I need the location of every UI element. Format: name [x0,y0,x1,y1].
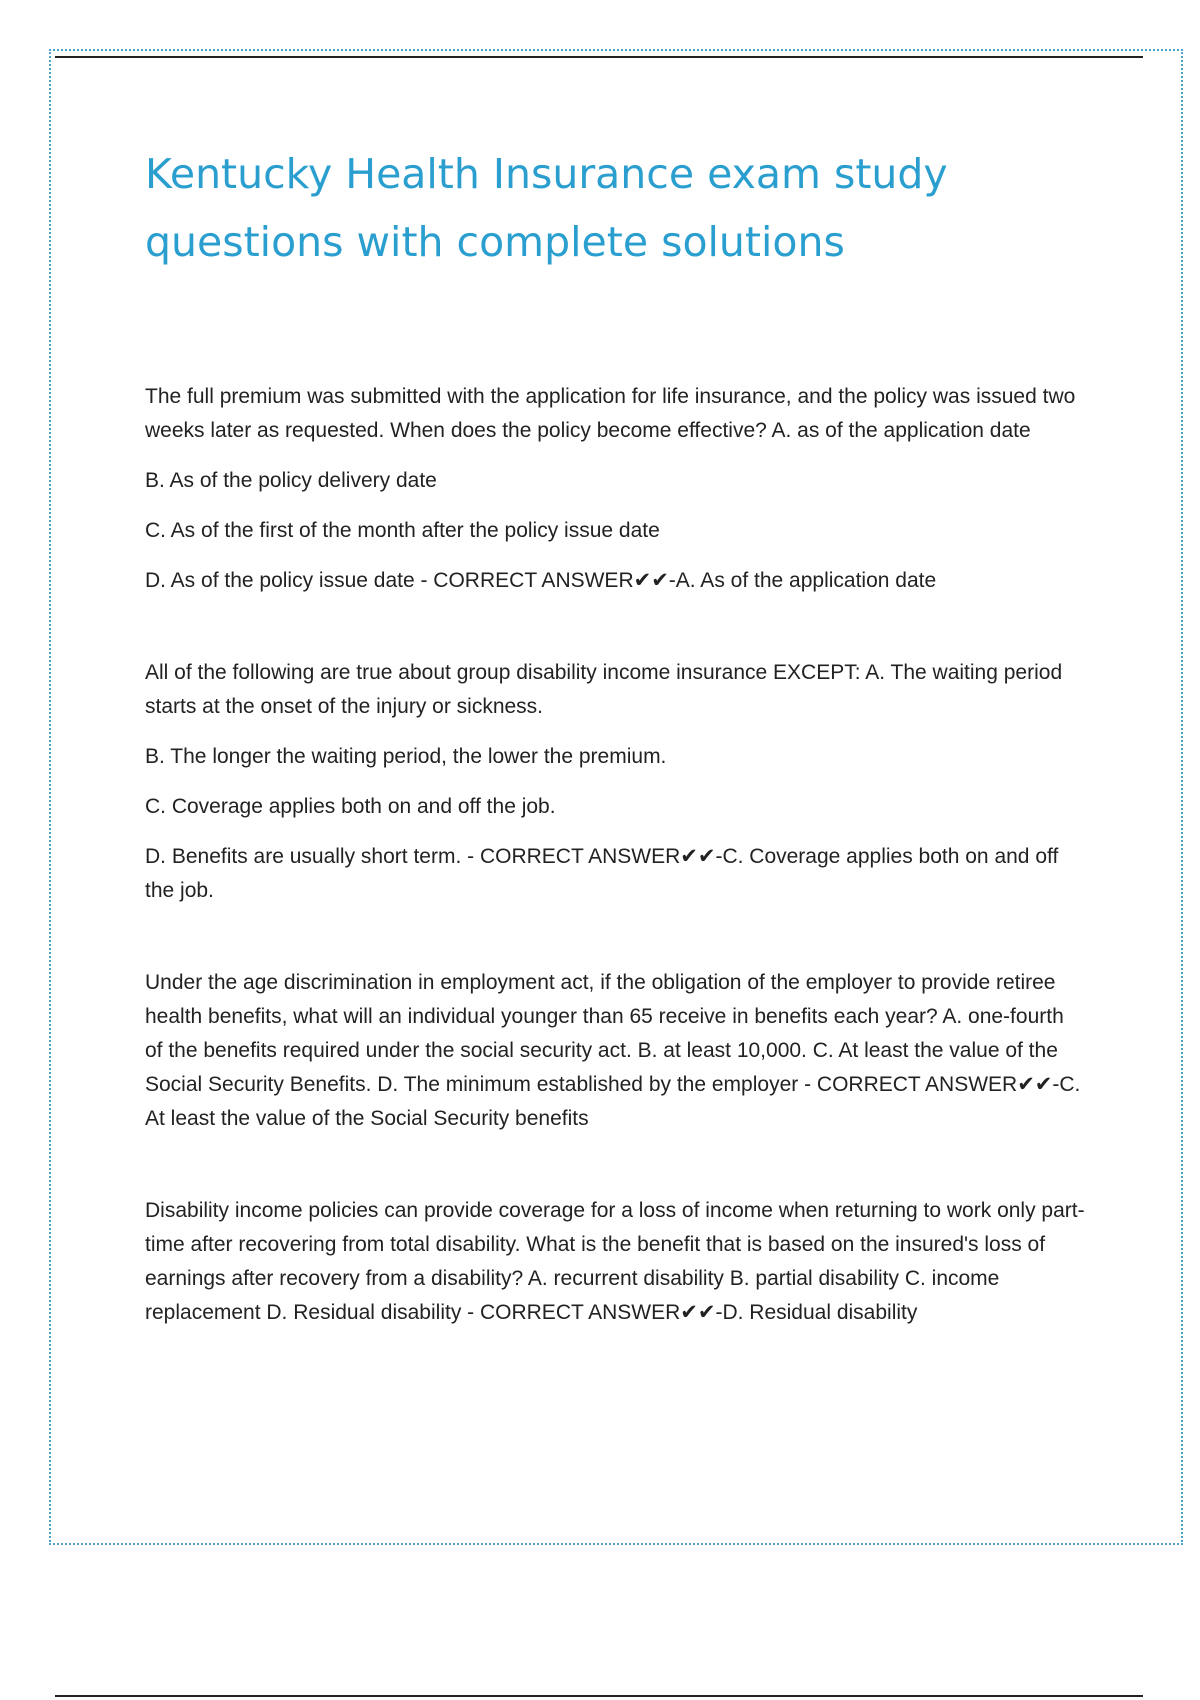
answer-option: B. As of the policy delivery date [145,469,437,492]
answer-option: B. The longer the waiting period, the lower the premium. [145,745,667,768]
header-rule [55,56,1143,58]
question-block [145,380,1085,598]
question-text-with-correct-answer: Disability income policies can provide coverage for a loss of income when returning to work only part-time after recovering from total disability. What is the benefit that is based on the insured's loss of earnings after recovery from a disability? A. recurrent disability B. partial disability C. income replacement D. Residual disability - CORRECT ANSWER✔✔-D. Residual disability [145,1199,1085,1324]
answer-option-with-correct-answer: D. Benefits are usually short term. - CORRECT ANSWER✔✔-C. Coverage applies both on and off the job. [145,845,1059,902]
answer-option: C. As of the first of the month after the policy issue date [145,519,660,542]
question-text: All of the following are true about group disability income insurance EXCEPT: A. The waiting period starts at the onset of the injury or sickness. [145,661,1063,718]
question-text-with-correct-answer: Under the age discrimination in employment act, if the obligation of the employer to provide retiree health benefits, what will an individual younger than 65 receive in benefits each year? A. one-fourth of the benefits required under the social security act. B. at least 10,000. C. At least the value of the Social Security Benefits. D. The minimum established by the employer - CORRECT ANSWER✔✔-C. At least the value of the Social Security benefits [145,971,1081,1130]
question-block [145,1194,1085,1330]
document-title: Kentucky Health Insurance exam study questions with complete solutions [145,150,948,266]
qa-content [145,380,1085,1388]
footer-rule [55,1695,1143,1697]
question-text: The full premium was submitted with the application for life insurance, and the policy was issued two weeks later as requested. When does the policy become effective? A. as of the application date [145,385,1076,442]
question-block [145,656,1085,908]
answer-option: C. Coverage applies both on and off the job. [145,795,556,818]
answer-option-with-correct-answer: D. As of the policy issue date - CORRECT ANSWER✔✔-A. As of the application date [145,569,937,592]
question-block [145,966,1085,1136]
